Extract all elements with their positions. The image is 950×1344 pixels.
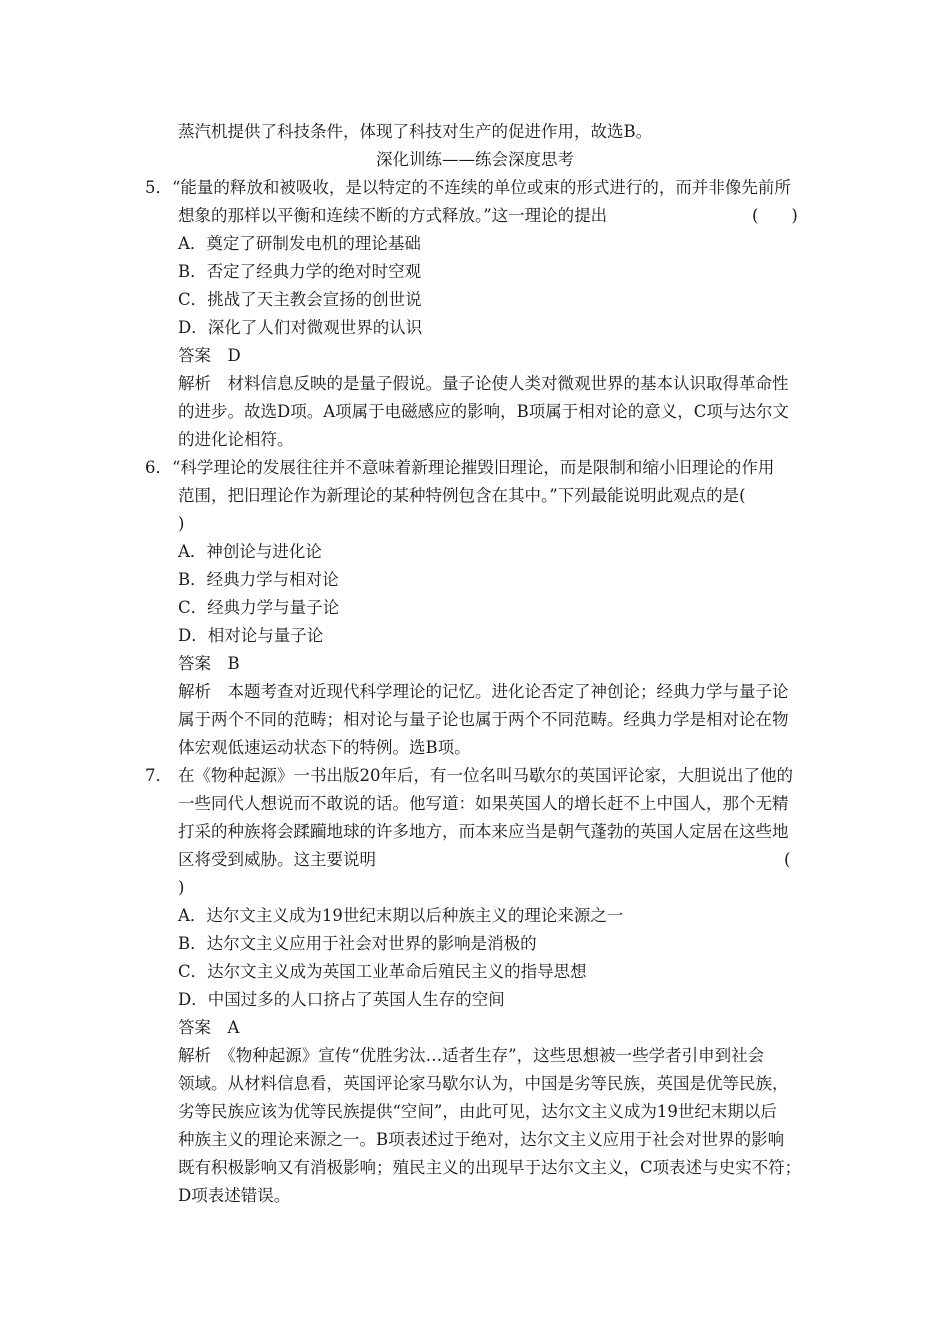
option-d: D．相对论与量子论 [178, 626, 324, 645]
option-a: A．神创论与进化论 [178, 542, 322, 561]
analysis-line: 解析 本题考查对近现代科学理论的记忆。进化论否定了神创论；经典力学与量子论 [178, 682, 789, 701]
analysis-line: 解析 《物种起源》宣传“优胜劣汰…适者生存”，这些思想被一些学者引申到社会 [178, 1046, 765, 1065]
option-a: A．达尔文主义成为19世纪末期以后种族主义的理论来源之一 [178, 906, 624, 925]
question-stem-line: “科学理论的发展往往并不意味着新理论摧毁旧理论，而是限制和缩小旧理论的作用 [172, 458, 775, 477]
question-number: 5． [145, 178, 172, 197]
question-number: 7． [145, 766, 172, 785]
option-d: D．深化了人们对微观世界的认识 [178, 318, 423, 337]
analysis-line: 既有积极影响又有消极影响；殖民主义的出现早于达尔文主义，C项表述与史实不符； [178, 1158, 802, 1177]
analysis-line: 的进化论相符。 [178, 430, 294, 449]
question-stem-line: 一些同代人想说而不敢说的话。他写道：如果英国人的增长赶不上中国人，那个无精 [178, 794, 789, 813]
question-stem-line: 打采的种族将会蹂躏地球的许多地方，而本来应当是朝气蓬勃的英国人定居在这些地 [178, 822, 789, 841]
question-number: 6． [145, 458, 172, 477]
analysis-line: 解析 材料信息反映的是量子假说。量子论使人类对微观世界的基本认识取得革命性 [178, 374, 789, 393]
option-b: B．经典力学与相对论 [178, 570, 339, 589]
question-stem-line: 想象的那样以平衡和连续不断的方式释放。”这一理论的提出 [178, 206, 608, 225]
option-c: C．达尔文主义成为英国工业革命后殖民主义的指导思想 [178, 962, 587, 981]
section-title: 深化训练——练会深度思考 [376, 150, 574, 169]
question-stem-line: 范围，把旧理论作为新理论的某种特例包含在其中。”下列最能说明此观点的是( [178, 486, 746, 505]
option-d: D．中国过多的人口挤占了英国人生存的空间 [178, 990, 505, 1009]
answer-line: 答案 A [178, 1018, 240, 1037]
answer-line: 答案 B [178, 654, 240, 673]
question-stem-line: ) [178, 878, 185, 897]
analysis-line: 劣等民族应该为优等民族提供“空间”，由此可见，达尔文主义成为19世纪末期以后 [178, 1102, 777, 1121]
analysis-line: D项表述错误。 [178, 1186, 291, 1205]
option-c: C．挑战了天主教会宣扬的创世说 [178, 290, 422, 309]
question-stem-line: 区将受到威胁。这主要说明 [178, 850, 376, 869]
analysis-line: 的进步。故选D项。A项属于电磁感应的影响，B项属于相对论的意义，C项与达尔文 [178, 402, 789, 421]
option-c: C．经典力学与量子论 [178, 598, 340, 617]
answer-paren: ( ) [752, 206, 798, 225]
question-stem-line: 在《物种起源》一书出版20年后，有一位名叫马歇尔的英国评论家，大胆说出了他的 [178, 766, 793, 785]
question-stem-line: ) [178, 514, 185, 533]
answer-paren: ( [784, 850, 791, 869]
question-stem-line: “能量的释放和被吸收，是以特定的不连续的单位或束的形式进行的，而并非像先前所 [172, 178, 791, 197]
analysis-line: 领域。从材料信息看，英国评论家马歇尔认为，中国是劣等民族，英国是优等民族， [178, 1074, 789, 1093]
option-b: B．达尔文主义应用于社会对世界的影响是消极的 [178, 934, 537, 953]
option-b: B．否定了经典力学的绝对时空观 [178, 262, 422, 281]
intro-line: 蒸汽机提供了科技条件，体现了科技对生产的促进作用，故选B。 [178, 122, 653, 141]
analysis-line: 属于两个不同的范畴；相对论与量子论也属于两个不同范畴。经典力学是相对论在物 [178, 710, 789, 729]
answer-line: 答案 D [178, 346, 241, 365]
option-a: A．奠定了研制发电机的理论基础 [178, 234, 421, 253]
analysis-line: 体宏观低速运动状态下的特例。选B项。 [178, 738, 471, 757]
analysis-line: 种族主义的理论来源之一。B项表述过于绝对，达尔文主义应用于社会对世界的影响 [178, 1130, 785, 1149]
